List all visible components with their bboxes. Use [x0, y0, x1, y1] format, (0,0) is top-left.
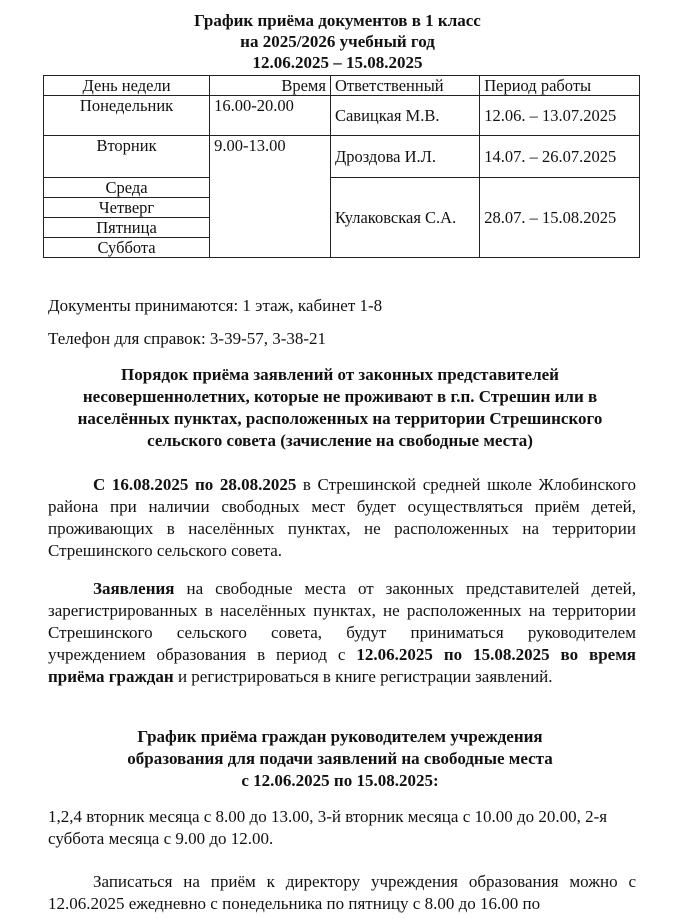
day-cell: Суббота: [44, 238, 210, 258]
day-cell: Среда: [44, 178, 210, 198]
section1-title-line: сельского совета (зачисление на свободные места): [147, 431, 533, 450]
title-line-1: График приёма документов в 1 класс: [194, 11, 481, 30]
section1-title-line: населённых пунктах, расположенных на территории Стрешинского: [77, 409, 603, 428]
section2-paragraph-2: Записаться на приём к директору учреждения образования можно с 12.06.2025 ежедневно с понедельника по пятницу с 8.00 до 16.00 по: [48, 872, 636, 913]
day-cell: Понедельник: [44, 96, 210, 136]
section1-title: [40, 364, 640, 452]
responsible-cell: Савицкая М.В.: [330, 96, 479, 136]
header-day: День недели: [44, 76, 210, 96]
responsible-cell: Дроздова И.Л.: [330, 136, 479, 178]
section2-title-line: График приёма граждан руководителем учреждения: [137, 727, 543, 746]
paragraph-text: и регистрироваться в книге регистрации заявлений.: [173, 667, 553, 686]
documents-info: Документы принимаются: 1 этаж, кабинет 1-8: [48, 296, 383, 315]
day-cell: Пятница: [44, 218, 210, 238]
applications-bold: Заявления: [93, 579, 175, 598]
table-header-row: [44, 76, 640, 96]
time-cell: 9.00-13.00: [210, 136, 331, 258]
section1-title-line: Порядок приёма заявлений от законных представителей: [121, 365, 559, 384]
header-period: Период работы: [480, 76, 640, 96]
header-responsible: Ответственный: [330, 76, 479, 96]
title-line-2: на 2025/2026 учебный год: [240, 32, 435, 51]
period-bold: 12.06.2025 по 15.08.2025 во время приёма граждан: [48, 645, 636, 686]
schedule-table: [43, 75, 640, 258]
section1-paragraph-2: [48, 578, 636, 688]
responsible-cell: Кулаковская С.А.: [330, 178, 479, 258]
paragraph-text: в Стрешинской средней школе Жлобинского района при наличии свободных мест будет осуществляться приём детей, проживающих в населённых пунктах, не расположенных на территории Стрешинского сельского совета.: [48, 475, 636, 560]
table-row: [44, 96, 640, 136]
day-cell: Вторник: [44, 136, 210, 178]
time-cell: 16.00-20.00: [210, 96, 331, 136]
section1-title-line: несовершеннолетних, которые не проживают в г.п. Стрешин или в: [82, 387, 598, 406]
header-time: Время: [210, 76, 331, 96]
section2-paragraph-1: 1,2,4 вторник месяца с 8.00 до 13.00, 3-й вторник месяца с 10.00 до 20.00, 2-я суббота месяца с 9.00 до 12.00.: [48, 807, 608, 848]
section1-paragraph-1: [48, 474, 636, 562]
section2-title: [40, 726, 640, 792]
page-title: [0, 10, 675, 73]
period-cell: 12.06. – 13.07.2025: [480, 96, 640, 136]
day-cell: Четверг: [44, 198, 210, 218]
phone-info: Телефон для справок: 3-39-57, 3-38-21: [48, 329, 327, 348]
title-line-3: 12.06.2025 – 15.08.2025: [252, 53, 423, 72]
date-range-bold: С 16.08.2025 по 28.08.2025: [93, 475, 297, 494]
section2-title-line: с 12.06.2025 по 15.08.2025:: [241, 771, 439, 790]
section2-title-line: образования для подачи заявлений на свободные места: [127, 749, 553, 768]
table-row: [44, 178, 640, 198]
period-cell: 28.07. – 15.08.2025: [480, 178, 640, 258]
period-cell: 14.07. – 26.07.2025: [480, 136, 640, 178]
paragraph-text: на свободные места от законных представителей детей, зарегистрированных в населённых пунктах, не расположенных на территории Стрешинского сельского совета, будут приниматься руководителем учреждением образования в период с: [48, 579, 636, 664]
table-row: [44, 136, 640, 178]
